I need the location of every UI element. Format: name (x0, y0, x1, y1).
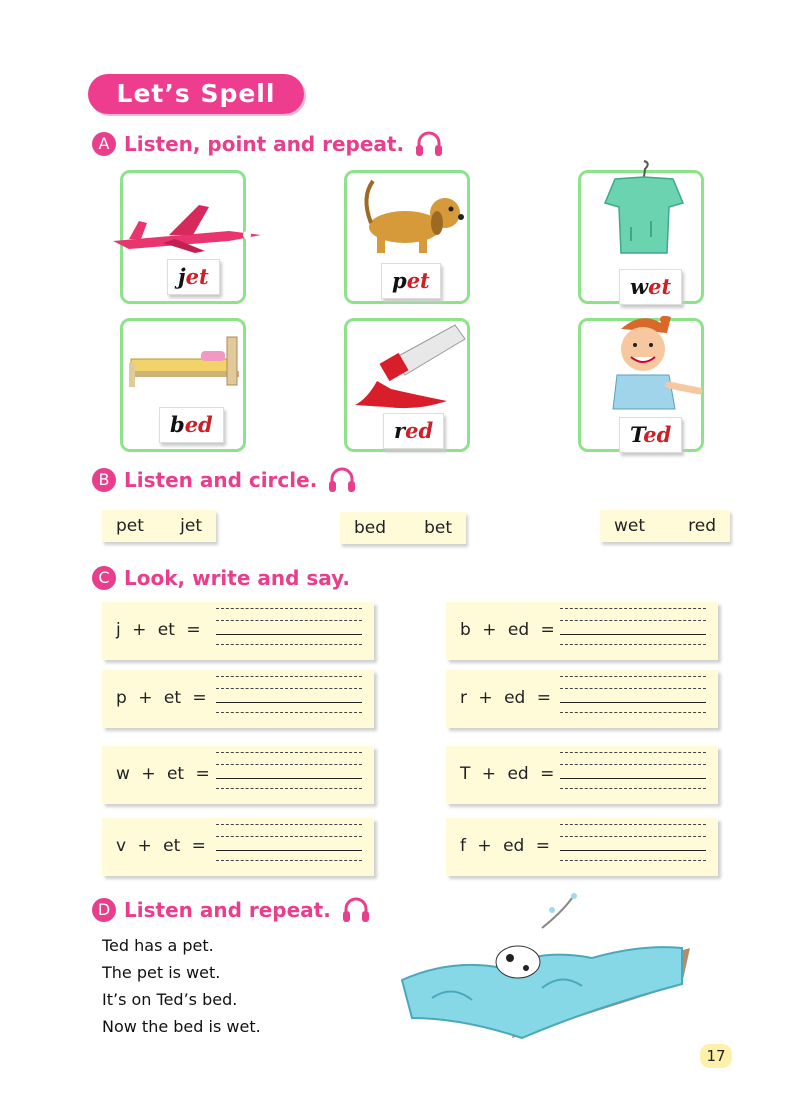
baseline (560, 634, 706, 635)
writing-lines[interactable] (560, 676, 706, 724)
equation-part: + (137, 836, 152, 856)
dashed-guide-line (216, 764, 362, 765)
section-b-title: Listen and circle. (124, 468, 318, 492)
dashed-guide-line (216, 676, 362, 677)
equation-part: + (132, 620, 147, 640)
dashed-guide-line (216, 752, 362, 753)
wet-shirt-icon (601, 157, 687, 267)
equation-part: b (460, 620, 471, 640)
dashed-guide-line (560, 752, 706, 753)
equation-part: w (116, 764, 130, 784)
dashed-guide-line (216, 788, 362, 789)
equation-part: ed (504, 688, 526, 708)
dashed-guide-line (560, 764, 706, 765)
equation-part: = (192, 688, 207, 708)
equation-part: f (460, 836, 466, 856)
writing-lines[interactable] (216, 824, 362, 872)
equation (460, 836, 550, 856)
equation-part: v (116, 836, 127, 856)
equation (116, 620, 201, 640)
equation-part: et (163, 688, 181, 708)
bed-icon (123, 329, 249, 393)
equation-part: j (116, 620, 121, 640)
headphones-icon[interactable] (327, 466, 357, 494)
section-b-heading (92, 466, 357, 494)
baseline (560, 850, 706, 851)
equation-part: + (481, 764, 497, 784)
picture-card-wet[interactable] (578, 170, 704, 304)
equation-part: ed (507, 620, 530, 640)
circle-option[interactable]: wet (614, 516, 646, 536)
equation-part: et (166, 764, 185, 784)
word-label-wet: wet (619, 269, 682, 305)
circle-option[interactable]: jet (180, 516, 202, 536)
equation-part: ed (503, 836, 525, 856)
story-line: Ted has a pet. (102, 936, 214, 955)
dog-on-bed-illustration (392, 888, 692, 1048)
equation (460, 764, 554, 784)
equation (116, 764, 210, 784)
dashed-guide-line (560, 644, 706, 645)
dashed-guide-line (216, 620, 362, 621)
write-box[interactable] (446, 746, 718, 804)
dashed-guide-line (216, 608, 362, 609)
picture-card-bed[interactable] (120, 318, 246, 452)
writing-lines[interactable] (216, 676, 362, 724)
dashed-guide-line (216, 836, 362, 837)
circle-option[interactable]: bed (354, 518, 387, 538)
write-box[interactable] (102, 670, 374, 728)
write-box[interactable] (446, 818, 718, 876)
equation (116, 836, 206, 856)
dashed-guide-line (216, 644, 362, 645)
headphones-icon[interactable] (414, 130, 444, 158)
circle-pair-1[interactable] (102, 510, 216, 542)
section-c-title: Look, write and say. (124, 566, 350, 590)
boy-icon (601, 309, 705, 413)
section-a-heading (92, 130, 444, 158)
equation-part: r (460, 688, 467, 708)
equation (460, 688, 551, 708)
section-a-title: Listen, point and repeat. (124, 132, 405, 156)
picture-card-jet[interactable] (120, 170, 246, 304)
picture-card-ted[interactable] (578, 318, 704, 452)
dashed-guide-line (560, 608, 706, 609)
dashed-guide-line (560, 712, 706, 713)
page-title: Let’s Spell (88, 74, 304, 114)
section-d-heading (92, 896, 371, 924)
equation-part: + (138, 688, 153, 708)
equation-part: = (195, 764, 210, 784)
word-label-jet: jet (167, 259, 220, 295)
dashed-guide-line (560, 836, 706, 837)
section-d-badge: D (92, 898, 116, 922)
circle-option[interactable]: bet (424, 518, 452, 538)
jet-plane-icon (109, 195, 269, 255)
dashed-guide-line (216, 860, 362, 861)
section-a-badge: A (92, 132, 116, 156)
equation-part: + (482, 620, 497, 640)
baseline (216, 778, 362, 779)
equation-part: = (535, 836, 550, 856)
equation-part: p (116, 688, 127, 708)
word-label-pet: pet (381, 263, 441, 299)
equation (116, 688, 207, 708)
dashed-guide-line (560, 676, 706, 677)
write-box[interactable] (102, 602, 374, 660)
story-text (102, 932, 261, 1040)
circle-option[interactable]: red (688, 516, 716, 536)
circle-pair-3[interactable] (600, 510, 730, 542)
equation-part: = (540, 620, 555, 640)
dog-icon (353, 177, 469, 259)
page-number: 17 (700, 1044, 732, 1068)
writing-lines[interactable] (560, 608, 706, 656)
equation-part: et (163, 836, 181, 856)
baseline (216, 702, 362, 703)
write-box[interactable] (102, 818, 374, 876)
baseline (560, 702, 706, 703)
circle-pair-2[interactable] (340, 512, 466, 544)
section-b-badge: B (92, 468, 116, 492)
headphones-icon[interactable] (341, 896, 371, 924)
story-line: The pet is wet. (102, 963, 221, 982)
equation-part: = (540, 764, 555, 784)
dashed-guide-line (216, 688, 362, 689)
equation-part: ed (507, 764, 529, 784)
word-label-bed: bed (159, 407, 224, 443)
equation (460, 620, 555, 640)
write-box[interactable] (102, 746, 374, 804)
equation-part: T (460, 764, 471, 784)
baseline (216, 850, 362, 851)
picture-card-pet[interactable] (344, 170, 470, 304)
write-box[interactable] (446, 602, 718, 660)
equation-part: + (478, 688, 493, 708)
writing-lines[interactable] (560, 752, 706, 800)
red-paint-tube-icon (347, 321, 473, 417)
writing-lines[interactable] (216, 752, 362, 800)
section-c-heading (92, 566, 350, 590)
equation-part: = (191, 836, 206, 856)
story-line: It’s on Ted’s bed. (102, 990, 238, 1009)
equation-part: + (477, 836, 492, 856)
dashed-guide-line (560, 788, 706, 789)
equation-part: = (186, 620, 201, 640)
dashed-guide-line (560, 860, 706, 861)
picture-card-red[interactable] (344, 318, 470, 452)
section-c-badge: C (92, 566, 116, 590)
write-box[interactable] (446, 670, 718, 728)
baseline (560, 778, 706, 779)
word-label-red: red (383, 413, 444, 449)
dashed-guide-line (560, 620, 706, 621)
writing-lines[interactable] (560, 824, 706, 872)
dashed-guide-line (560, 824, 706, 825)
word-label-ted: Ted (619, 417, 682, 453)
dashed-guide-line (560, 688, 706, 689)
circle-option[interactable]: pet (116, 516, 144, 536)
story-line: Now the bed is wet. (102, 1017, 261, 1036)
dashed-guide-line (216, 824, 362, 825)
baseline (216, 634, 362, 635)
equation-part: et (157, 620, 175, 640)
equation-part: + (141, 764, 156, 784)
writing-lines[interactable] (216, 608, 362, 656)
section-d-title: Listen and repeat. (124, 898, 331, 922)
dashed-guide-line (216, 712, 362, 713)
equation-part: = (536, 688, 551, 708)
